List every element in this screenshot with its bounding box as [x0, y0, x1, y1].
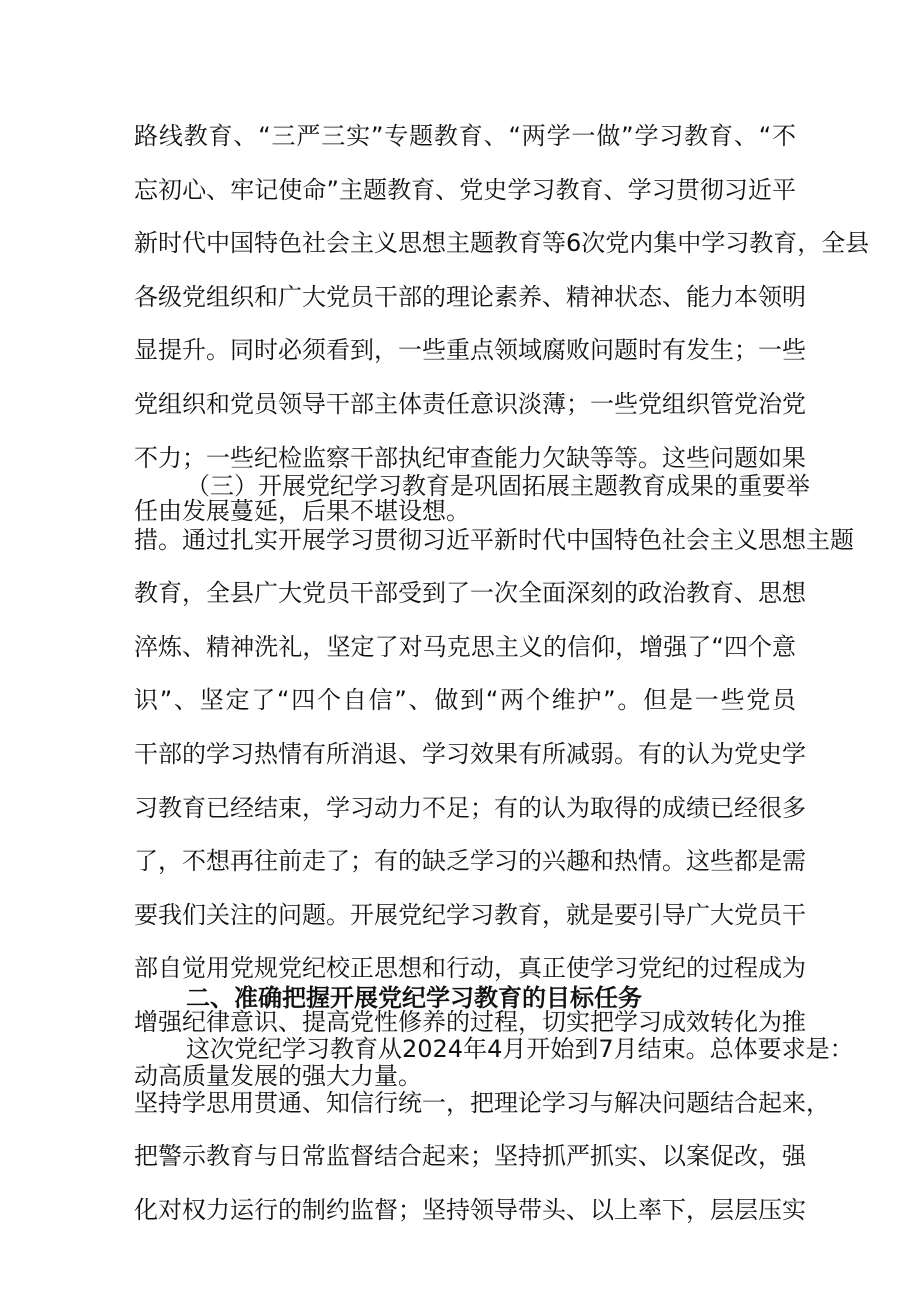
text-line: 各级党组织和广大党员干部的理论素养、精神状态、能力本领明 [134, 282, 806, 311]
text-line: （三）开展党纪学习教育是巩固拓展主题教育成果的重要举 [186, 472, 810, 500]
text-line: 干部的学习热情有所消退、学习效果有所减弱。有的认为党史学 [134, 739, 806, 768]
text-line: 措。通过扎实开展学习贯彻习近平新时代中国特色社会主义思想主题 [134, 525, 854, 554]
text-line: 增强纪律意识、提高党性修养的过程，切实把学习成效转化为推 [134, 1007, 806, 1036]
text-line: 把警示教育与日常监督结合起来；坚持抓严抓实、以案促改，强 [134, 1142, 806, 1171]
text-line: 化对权力运行的制约监督；坚持领导带头、以上率下，层层压实 [134, 1195, 806, 1224]
text-line: 这次党纪学习教育从2024年4月开始到7月结束。总体要求是： [186, 1035, 854, 1063]
text-line: 显提升。同时必须看到，一些重点领域腐败问题时有发生；一些 [134, 336, 806, 365]
text-line: 了，不想再往前走了；有的缺乏学习的兴趣和热情。这些都是需 [134, 847, 806, 876]
paragraph-goals [134, 1023, 854, 1237]
text-line: 要我们关注的问题。开展党纪学习教育，就是要引导广大党员干 [134, 900, 806, 929]
text-line: 党组织和党员领导干部主体责任意识淡薄；一些党组织管党治党 [134, 389, 806, 418]
text-line: 新时代中国特色社会主义思想主题教育等6次党内集中学习教育，全县 [134, 229, 870, 258]
text-line: 路线教育、“三严三实”专题教育、“两学一做”学习教育、“不 [134, 122, 796, 150]
text-line: 任由发展蔓延，后果不堪设想。 [134, 497, 470, 526]
text-line: 忘初心、牢记使命”主题教育、党史学习教育、学习贯彻习近平 [134, 175, 796, 204]
text-line: 教育，全县广大党员干部受到了一次全面深刻的政治教育、思想 [134, 579, 806, 608]
text-line: 淬炼、精神洗礼，坚定了对马克思主义的信仰，增强了“四个意 [134, 632, 796, 661]
text-line: 坚持学思用贯通、知信行统一，把理论学习与解决问题结合起来， [134, 1088, 830, 1117]
text-line: 识”、坚定了“四个自信”、做到“两个维护”。但是一些党员 [134, 686, 796, 715]
section-heading: 二、准确把握开展党纪学习教育的目标任务 [186, 984, 642, 1012]
text-line: 习教育已经结束，学习动力不足；有的认为取得的成绩已经很多 [134, 793, 806, 822]
text-line: 动高质量发展的强大力量。 [134, 1061, 422, 1090]
text-line: 不力；一些纪检监察干部执纪审查能力欠缺等等。这些问题如果 [134, 443, 806, 472]
text-line: 部自觉用党规党纪校正思想和行动，真正使学习党纪的过程成为 [134, 954, 806, 983]
